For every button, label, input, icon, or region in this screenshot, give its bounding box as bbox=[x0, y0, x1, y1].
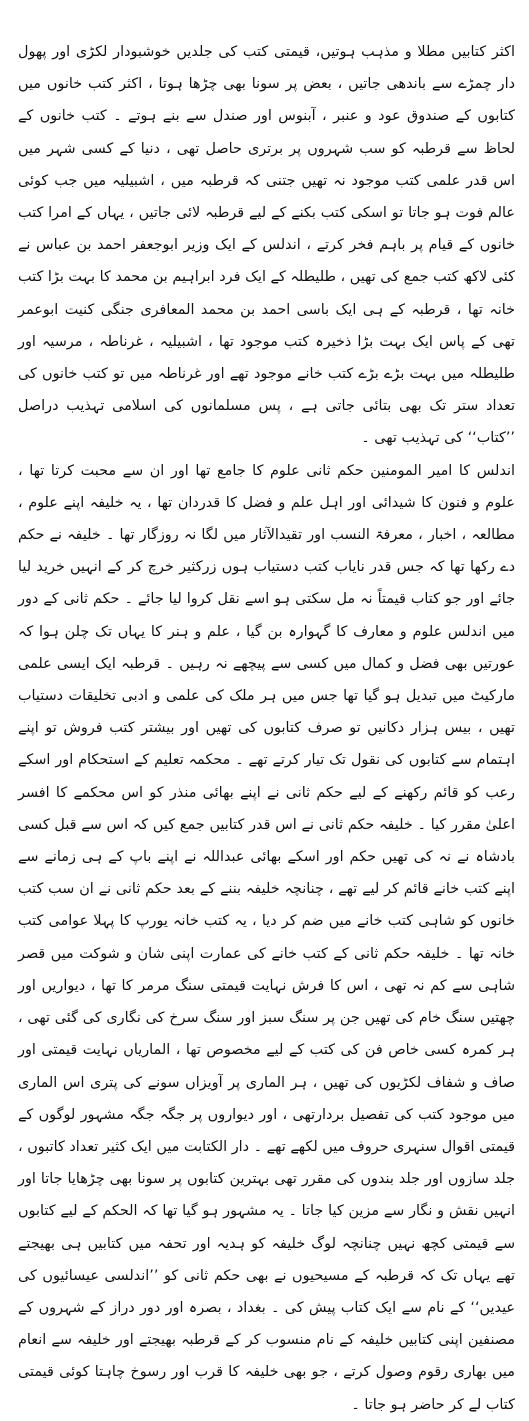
paragraph-hakam-ii-library: اندلس کا امیر المومنین حکم ثانی علوم کا جامع تھا اور ان سے محبت کرتا تھا ، علوم و فنون کا شیدائی اور اہل علم و فضل کا قدردان تھا ، یہ خلیفہ اپنے علوم ، مطالعہ ، اخبار ، معرفۃ النسب اور تقیدالآثار میں لگا نہ روزگار تھا ۔ خلیفہ نے حکم دے رکھا تھا کہ جس قدر نایاب کتب دستیاب ہوں زرکثیر خرچ کر کے انہیں خرید لیا جائے اور جو کتاب قیمتاً نہ مل سکتی ہو اسے نقل کروا لیا جائے ۔ حکم ثانی کے دور میں اندلس علوم و معارف کا گہوارہ بن گیا ، علم و ہنر کا یہاں تک چلن ہوا کہ عورتیں بھی فضل و کمال میں کسی سے پیچھے نہ رہیں ۔ قرطبہ ایک ایسی علمی مارکیٹ میں تبدیل ہو گیا تھا جس میں ہر ملک کی علمی و ادبی تخلیقات دستیاب تھیں ، بیس ہزار دکانیں تو صرف کتابوں کی تھیں اور بیشتر کتب فروش تو اپنے اہتمام سے کتابوں کی نقول تک تیار کرتے تھے ۔ محکمہ تعلیم کے استحکام اور اسکے رعب کو قائم رکھنے کے لیے حکم ثانی نے اپنے بھائی منذر کو اس محکمے کا افسر اعلیٰ مقرر کیا ۔ خلیفہ حکم ثانی نے اس قدر کتابیں جمع کیں کہ اس سے قبل کسی بادشاہ نے نہ کی تھیں حکم اور اسکے بھائی عبداللہ نے اپنے باپ کے ہی زمانے سے اپنے کتب خانے قائم کر لیے تھے ، چنانچہ خلیفہ بننے کے بعد حکم ثانی نے ان سب کتب خانوں کو شاہی کتب خانے میں ضم کر دیا ، یہ کتب خانہ یورپ کا پہلا عوامی کتب خانہ تھا ۔ خلیفہ حکم ثانی کے کتب خانے کی عمارت اپنی شان و شوکت میں قصر شاہی سے کم نہ تھی ، اس کا فرش نہایت قیمتی سنگ مرمر کا تھا ، دیواریں اور چھتیں سنگ خام کی تھیں جن پر سنگ سبز اور سنگ سرخ کی نگاری کی گئی تھی ، ہر کمرہ کسی خاص فن کی کتب کے لیے مخصوص تھا ، الماریاں نہایت قیمتی اور صاف و شفاف لکڑیوں کی تھیں ، ہر الماری پر آویزاں سونے کی پتری اس الماری میں موجود کتب کی تفصیل بردارتھی ، اور دیواروں پر جگہ جگہ مشہور لوگوں کے قیمتی اقوال سنہری حروف میں لکھے تھے ۔ دار الکتابت میں ایک کثیر تعداد کاتبوں ، جلد سازوں اور جلد بندوں کی مقرر تھی بہترین کتابوں پر سونا بھی چڑھایا جاتا اور انہیں نقش و نگار سے مزین کیا جاتا ۔ یہ مشہور ہو گیا تھا کہ الحکم کے لیے کتابوں سے قیمتی کچھ نہیں چنانچہ لوگ خلیفہ کو ہدیہ اور تحفہ میں کتابیں ہی بھیجتے تھے یہاں تک کہ قرطبہ کے مسیحیوں نے بھی حکم ثانی کو ’’اندلسی عیسائیوں کی عیدیں‘‘ کے نام سے ایک کتاب پیش کی ۔ بغداد ، بصرہ اور دور دراز کے شہروں کے مصنفین اپنی کتابیں خلیفہ کے نام منسوب کر کے قرطبہ بھیجتے اور خلیفہ سے انعام میں بھاری رقوم وصول کرتے ، جو بھی خلیفہ کا قرب اور رسوخ چاہتا کوئی قیمتی کتاب لے کر حاضر ہو جاتا ۔ bbox=[18, 462, 515, 1413]
paragraph-libraries-of-andalus: اکثر کتابیں مطلا و مذہب ہوتیں، قیمتی کتب کی جلدیں خوشبودار لکڑی اور پھول دار چمڑے سے باندھی جاتیں ، بعض پر سونا بھی چڑھا ہوتا ، اکثر کتب خانوں میں کتابوں کے صندوق عود و عنبر ، آبنوس اور صندل سے بنے ہوتے ۔ کتب خانوں کے لحاظ سے قرطبہ کو سب شہروں پر برتری حاصل تھی ، دنیا کے کسی شہر میں اس قدر علمی کتب موجود نہ تھیں جتنی کہ قرطبہ میں ، اشبیلیہ میں جب کوئی عالم فوت ہو جاتا تو اسکی کتب بکنے کے لیے قرطبہ لائی جاتیں ، یہاں کے امرا کتب خانوں کے قیام پر باہم فخر کرتے ، اندلس کے ایک وزیر ابوجعفر احمد بن عباس نے کئی لاکھ کتب جمع کی تھیں ، طلیطلہ کے ایک فرد ابراہیم بن محمد کا بہت بڑا کتب خانہ تھا ، قرطبہ کے ہی ایک باسی احمد بن محمد المعافری جنگی کنیت ابوعمر تھی کے پاس ایک بہت بڑا ذخیرہ کتب موجود تھا ، اشبیلیہ ، غرناطہ ، مرسیہ اور طلیطلہ میں بہت بڑے بڑے کتب خانے موجود تھے اور غرناطہ میں تو کتب خانوں کی تعداد ستر تک بھی بتائی جاتی ہے ، پس مسلمانوں کی اسلامی تہذیب دراصل ’’کتاب‘‘ کی تہذیب تھی ۔ bbox=[18, 44, 515, 447]
